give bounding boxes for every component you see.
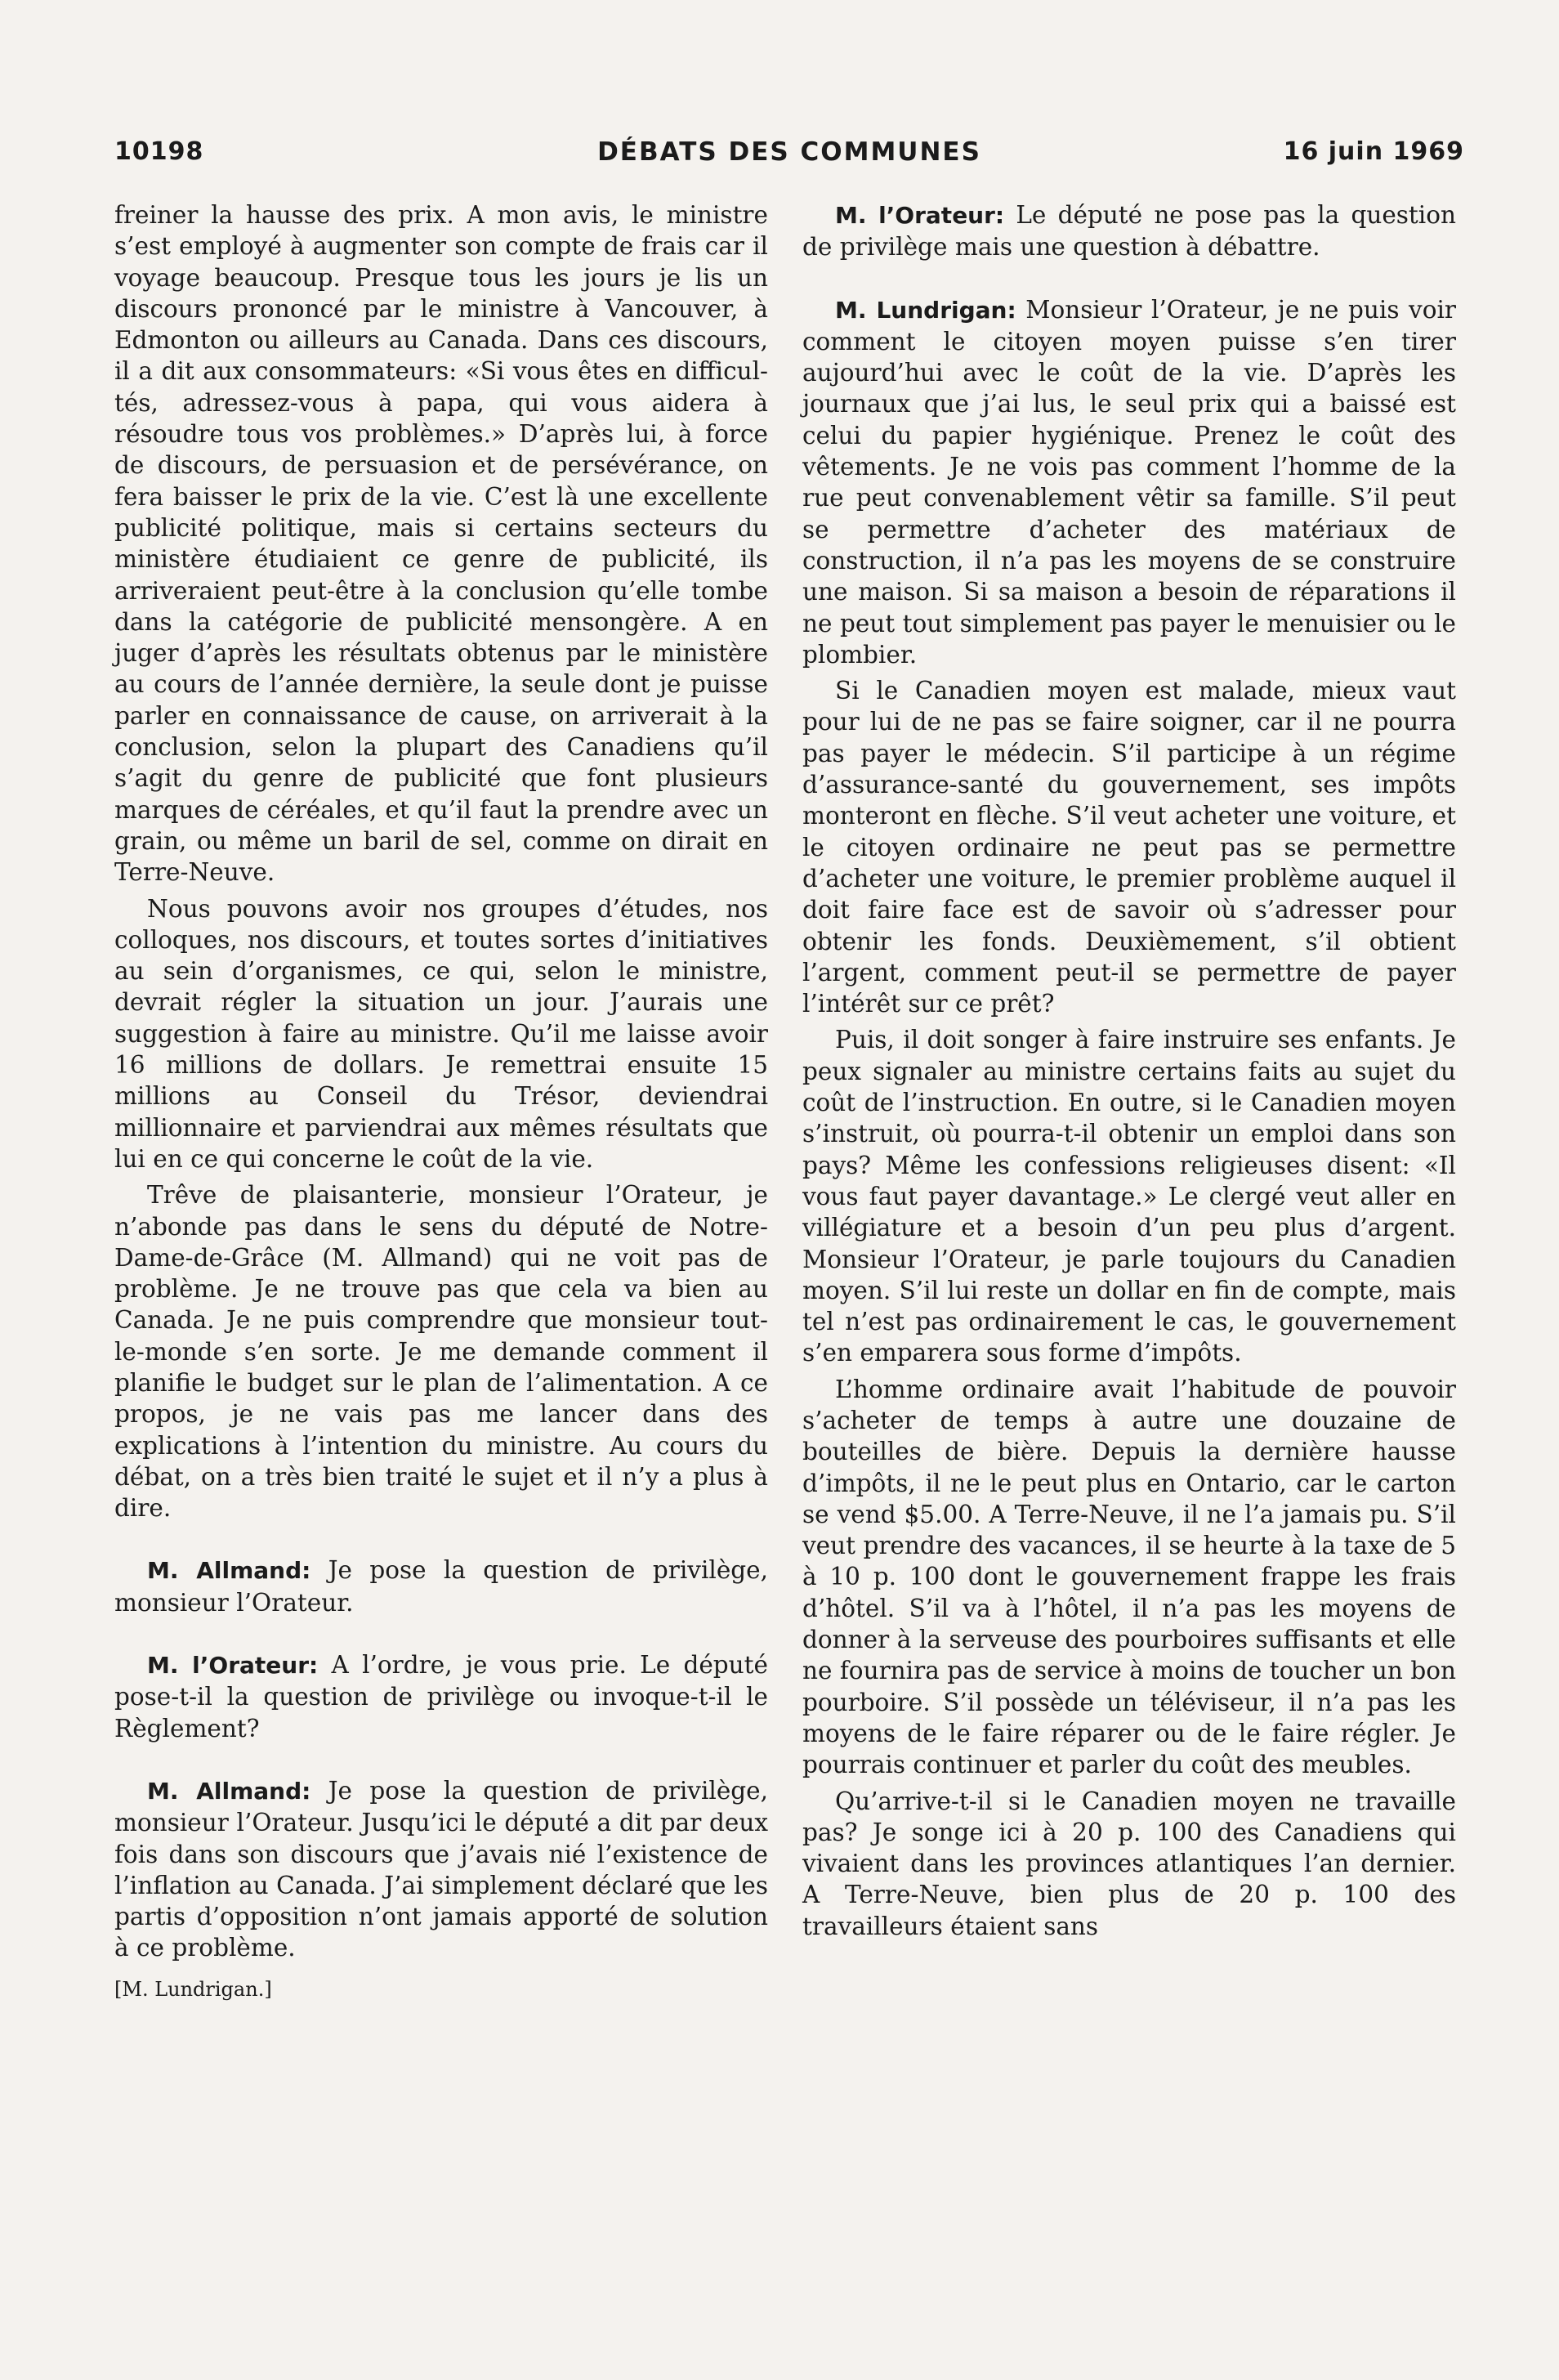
speaker-name: M. Allmand: <box>147 1777 311 1805</box>
speech-text: Le député ne pose pas la question de privilège mais une question à débattre. <box>802 201 1456 262</box>
speaker-attribution: [M. Lundrigan.] <box>114 1977 272 2001</box>
speech-orateur-1 <box>114 1649 768 1744</box>
speech-allmand-1 <box>114 1555 768 1618</box>
paragraph: Puis, il doit songer à faire instruire ses enfants. Je peux signaler au ministre certains faits au sujet du coût de l’instruction. En outre, si le Canadien moyen s’instruit, où pourra-t-il obtenir un emploi dans son pays? Même les confessions religieuses disent: «Il vous faut payer davantage.» Le clergé veut aller en villégiature et a besoin d’un peu plus d’argent. Monsieur l’Orateur, je parle toujours du Canadien moyen. S’il lui reste un dollar en fin de compte, mais tel n’est pas ordinairement le cas, le gouvernement s’en emparera sous forme d’impôts. <box>802 1026 1456 1367</box>
speech-orateur-2 <box>802 199 1456 263</box>
page-date: 16 juin 1969 <box>1283 137 1464 166</box>
paragraph: freiner la hausse des prix. A mon avis, le ministre s’est employé à augmenter son compte de frais car il voyage beaucoup. Presque tous les jours je lis un discours prononcé par le ministre à Vancouver, à Edmonton ou ailleurs au Canada. Dans ces discours, il a dit aux consommateurs: «Si vous êtes en difficultés, adressez-vous à papa, qui vous aidera à résoudre tous vos problèmes.» D’après lui, à force de discours, de persuasion et de persévérance, on fera baisser le prix de la vie. C’est là une excellente publicité politique, mais si certains secteurs du ministère étudiaient ce genre de publicité, ils arriveraient peut-être à la conclusion qu’elle tombe dans la catégorie de publicité mensongère. A en juger d’après les résultats obtenus par le ministère au cours de l’année dernière, la seule dont je puisse parler en connaissance de cause, on arriverait à la conclusion, selon la plupart des Canadiens qu’il s’agit du genre de publicité que font plusieurs marques de céréales, et qu’il faut la prendre avec un grain, ou même un baril de sel, comme on dirait en Terre-Neuve. <box>114 201 768 887</box>
page-number: 10198 <box>114 137 204 166</box>
speaker-name: M. Allmand: <box>147 1557 311 1585</box>
paragraph: Si le Canadien moyen est malade, mieux vaut pour lui de ne pas se faire soigner, car il ne pourra pas payer le médecin. S’il participe à un régime d’assurance-santé du gouvernement, ses impôts monteront en flèche. S’il veut acheter une voiture, et le citoyen ordinaire ne peut pas se permettre d’acheter une voiture, le premier problème auquel il doit faire face est de savoir où s’adresser pour obtenir les fonds. Deuxièmement, s’il obtient l’argent, comment peut-il se permettre de payer l’intérêt sur ce prêt? <box>802 677 1456 1018</box>
speaker-name: M. l’Orateur: <box>147 1652 319 1680</box>
paragraph: Trêve de plaisanterie, monsieur l’Orateur, je n’abonde pas dans le sens du député de Notre-Dame-de-Grâce (M. Allmand) qui ne voit pas de problème. Je ne trouve pas que cela va bien au Canada. Je ne puis comprendre que monsieur tout-le-monde s’en sorte. Je me demande comment il planifie le budget sur le plan de l’alimentation. A ce propos, je ne vais pas me lancer dans des explications à l’intention du ministre. Au cours du débat, on a très bien traité le sujet et il n’y a plus à dire. <box>114 1181 768 1523</box>
right-column <box>802 199 1456 1942</box>
paragraph: Qu’arrive-t-il si le Canadien moyen ne travaille pas? Je songe ici à 20 p. 100 des Canadiens qui vivaient dans les provinces atlantiques l’an dernier. A Terre-Neuve, bien plus de 20 p. 100 des travailleurs étaient sans <box>802 1787 1456 1940</box>
speech-text: Monsieur l’Orateur, je ne puis voir comment le citoyen moyen puisse s’en tirer aujourd’hui avec le coût de la vie. D’après les journaux que j’ai lus, le seul prix qui a baissé est celui du papier hygiénique. Prenez le coût des vêtements. Je ne vois pas comment l’homme de la rue peut convenablement vêtir sa famille. S’il peut se permettre d’acheter des matériaux de construction, il n’a pas les moyens de se construire une maison. Si sa maison a besoin de réparations il ne peut tout simplement pas payer le menuisier ou le plombier. <box>802 295 1456 669</box>
paragraph: L’homme ordinaire avait l’habitude de pouvoir s’acheter de temps à autre une douzaine de bouteilles de bière. Depuis la dernière hausse d’impôts, il ne le peut plus en Ontario, car le carton se vend $5.00. A Terre-Neuve, il ne l’a jamais pu. S’il veut prendre des vacances, il se heurte à la taxe de 5 à 10 p. 100 dont le gouvernement frappe les frais d’hôtel. S’il va à l’hôtel, il n’a pas les moyens de donner à la serveuse des pourboires suffisants et elle ne fournira pas de service à moins de toucher un bon pourboire. S’il possède un téléviseur, il n’a pas les moyens de le faire réparer ou de le faire régler. Je pourrais continuer et parler du coût des meubles. <box>802 1375 1456 1779</box>
page-title: DÉBATS DES COMMUNES <box>597 137 981 167</box>
speaker-name: M. Lundrigan: <box>835 296 1016 324</box>
speech-text: Je pose la question de privilège, monsieur l’Orateur. <box>114 1556 768 1617</box>
speaker-name: M. l’Orateur: <box>835 202 1005 229</box>
speech-allmand-2 <box>114 1775 768 1964</box>
speech-text: Je pose la question de privilège, monsieur l’Orateur. Jusqu’ici le député a dit par deux fois dans son discours que j’avais nié l’existence de l’inflation au Canada. J’ai simplement déclaré que les partis d’opposition n’ont jamais apporté de solution à ce problème. <box>114 1776 768 1962</box>
left-column <box>114 199 768 2005</box>
page-header <box>114 137 1464 177</box>
speech-lundrigan <box>802 294 1456 671</box>
speech-text: A l’ordre, je vous prie. Le député pose-t-il la question de privilège ou invoque-t-il le Règlement? <box>114 1651 768 1742</box>
paragraph: Nous pouvons avoir nos groupes d’études, nos colloques, nos discours, et toutes sortes d’initiatives au sein d’organismes, ce qui, selon le ministre, devrait régler la situation un jour. J’aurais une suggestion à faire au ministre. Qu’il me laisse avoir 16 millions de dollars. Je remettrai ensuite 15 millions au Conseil du Trésor, deviendrai millionnaire et parviendrai aux mêmes résultats que lui en ce qui concerne le coût de la vie. <box>114 894 768 1173</box>
